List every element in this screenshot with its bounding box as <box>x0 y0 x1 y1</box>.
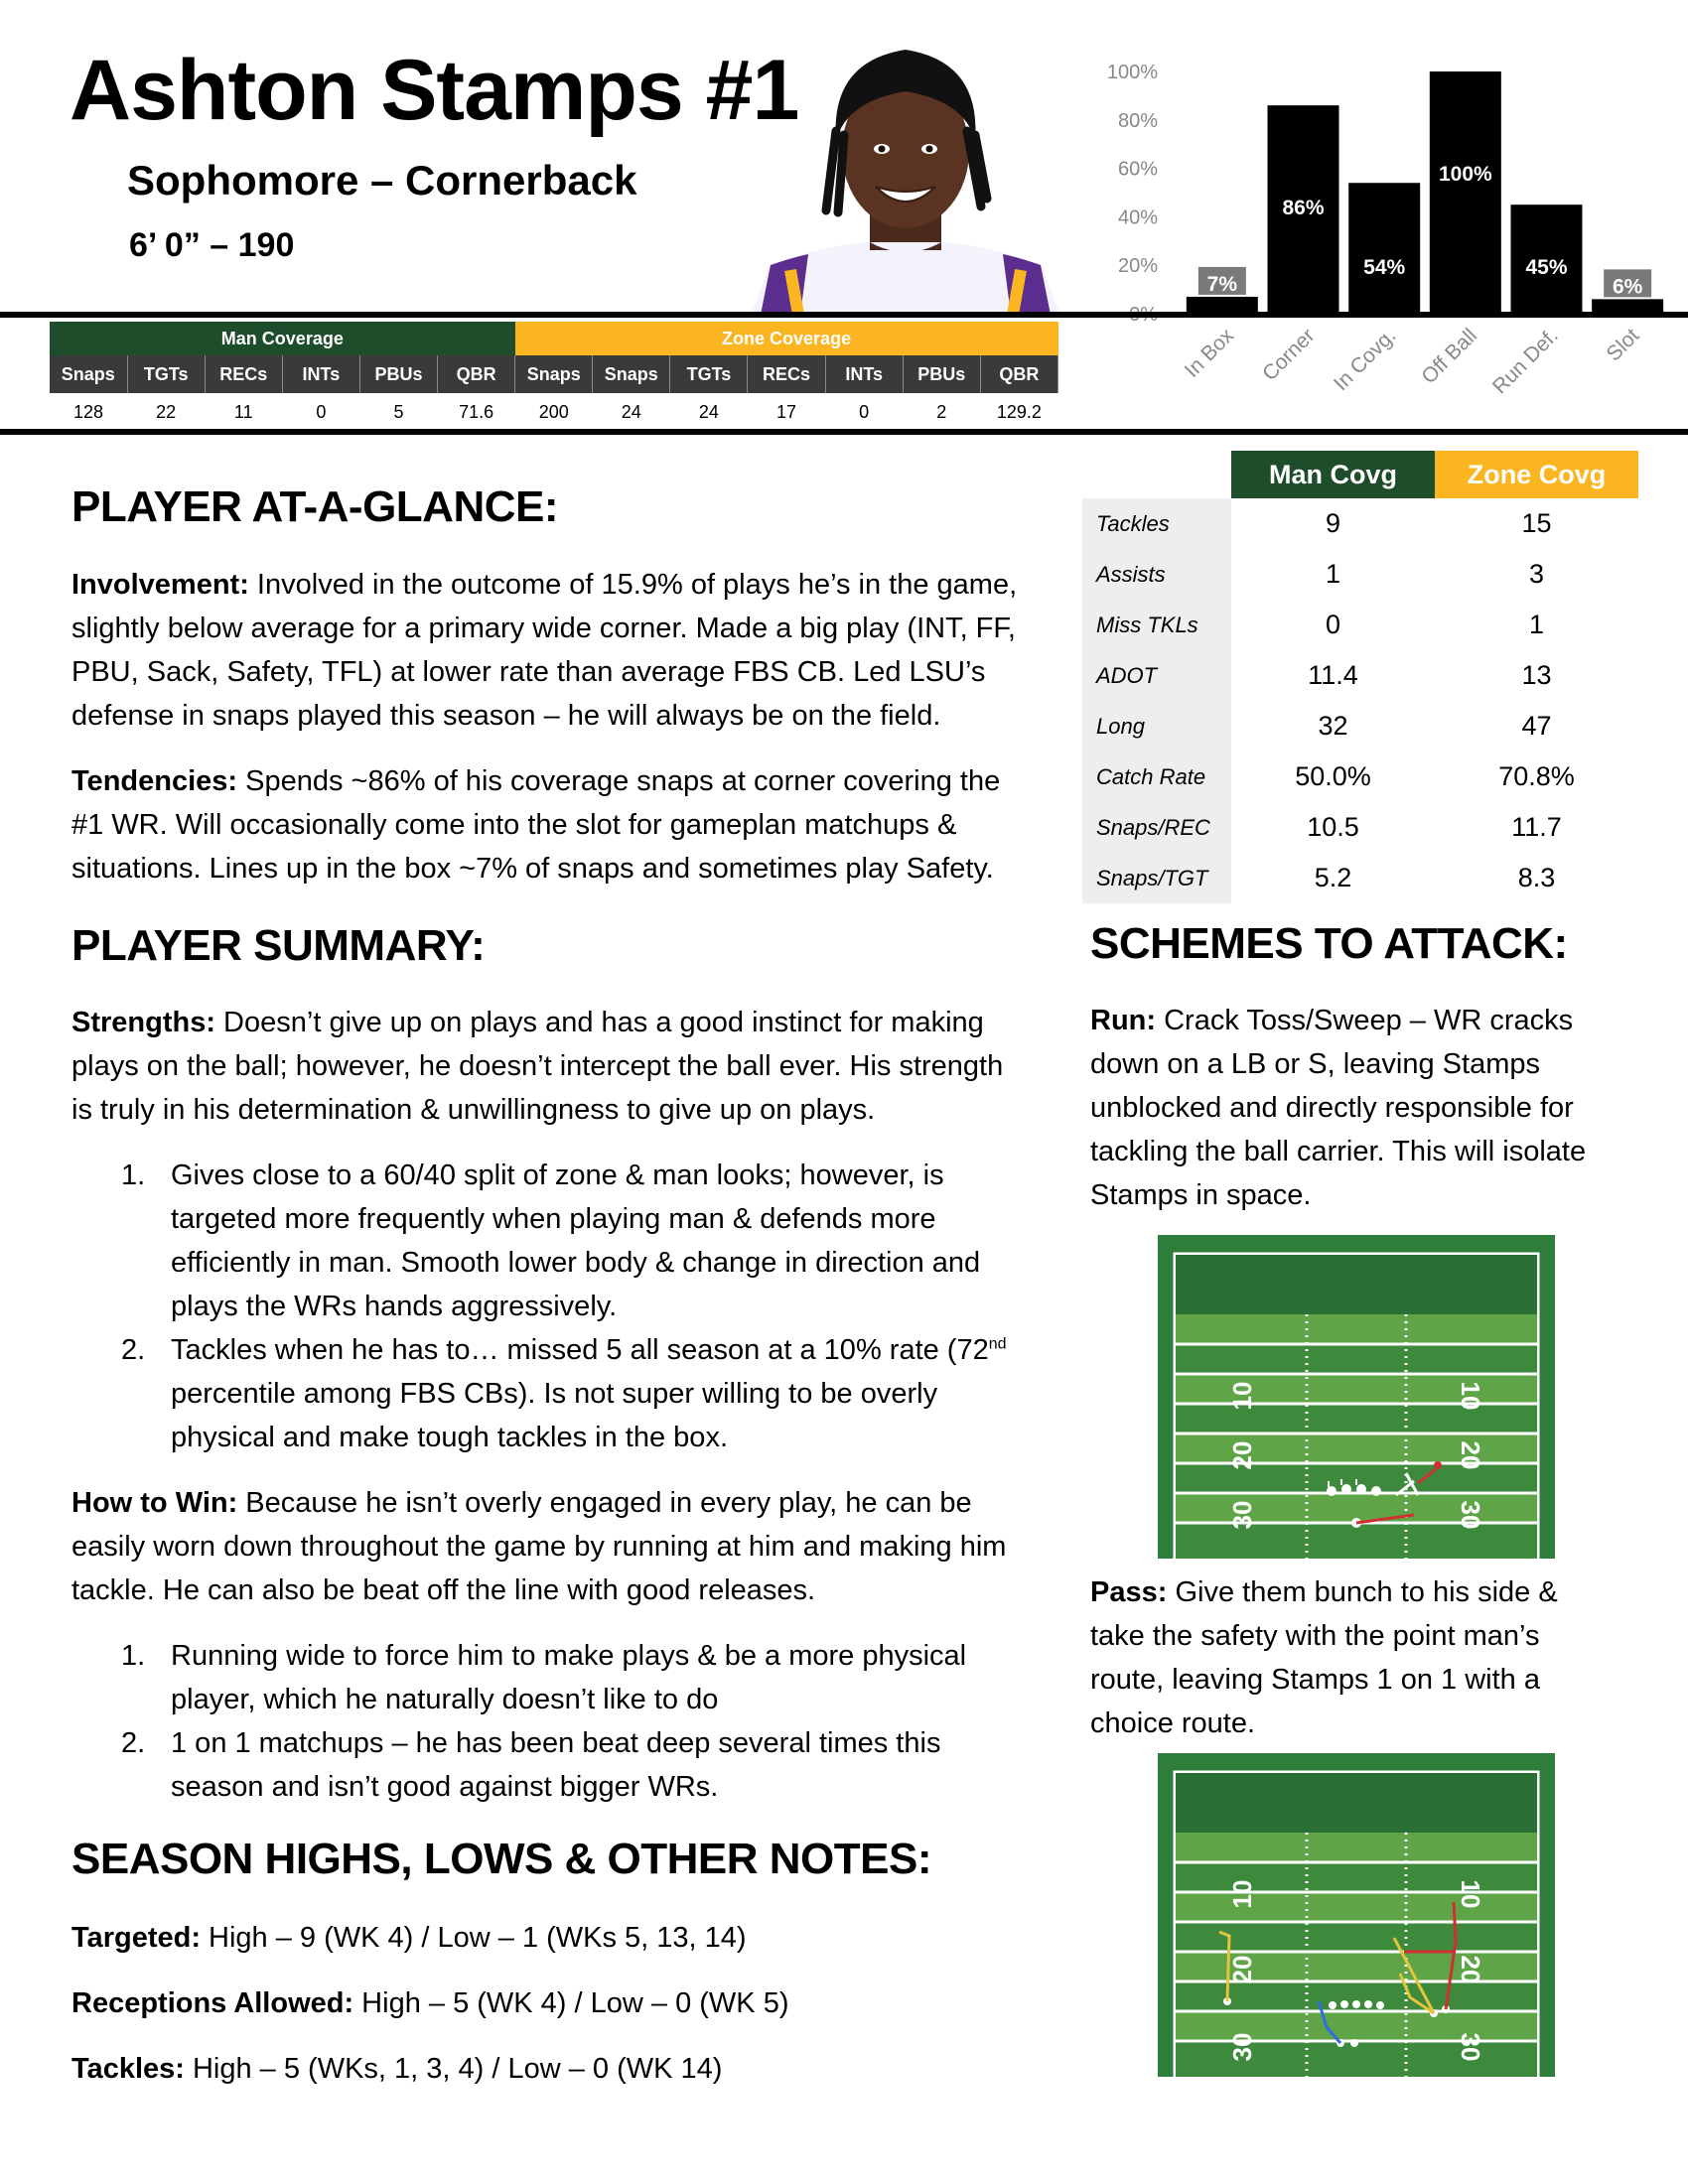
text-line: player, which he naturally doesn’t like to do <box>171 1684 719 1715</box>
yard-number: 20 <box>1227 1955 1257 1984</box>
row-label: Tackles <box>1082 498 1231 549</box>
yard-number: 10 <box>1456 1879 1485 1909</box>
man-value: 32 <box>1318 711 1348 741</box>
text-line: 1 on 1 matchups – he has been beat deep several times this <box>171 1727 941 1759</box>
schemes-heading: SCHEMES TO ATTACK: <box>1090 919 1568 968</box>
man-value: 1 <box>1325 559 1341 589</box>
snap-alignment-bar-chart <box>1082 50 1678 447</box>
table-row <box>1082 853 1638 903</box>
text-line: choice route. <box>1090 1707 1256 1739</box>
how-to-win-label: How to Win: <box>71 1487 238 1519</box>
strengths-paragraph <box>71 1001 1055 1132</box>
text-line: unblocked and directly responsible for <box>1090 1092 1574 1124</box>
pass-scheme-paragraph <box>1090 1570 1666 1745</box>
text-line: defense in snaps played this season – he will always be on the field. <box>71 700 941 732</box>
text-line: route, leaving Stamps 1 on 1 with a <box>1090 1664 1540 1696</box>
text-line: Crack Toss/Sweep – WR cracks <box>1156 1005 1574 1036</box>
note-tackles <box>71 2047 722 2091</box>
player-name: Ashton Stamps #1 <box>70 43 799 138</box>
row-label: Snaps/TGT <box>1082 853 1231 903</box>
run-play-diagram <box>1158 1235 1555 1559</box>
man-value: 5.2 <box>1314 863 1352 892</box>
yard-number: 30 <box>1227 2032 1257 2062</box>
table-row <box>1082 498 1638 549</box>
notes-heading: SEASON HIGHS, LOWS & OTHER NOTES: <box>71 1835 931 1883</box>
table-row <box>1082 549 1638 600</box>
zone-value: 3 <box>1528 559 1545 589</box>
zone-value: 70.8% <box>1498 761 1575 791</box>
col-header: TGTs <box>670 355 748 393</box>
col-header: PBUs <box>903 355 980 393</box>
text-line: physical and make tough tackles in the box. <box>171 1422 728 1453</box>
man-coverage-header: Man Coverage <box>50 322 515 355</box>
man-covg-header: Man Covg <box>1231 451 1435 498</box>
text-line: slightly below average for a primary wide corner. Made a big play (INT, FF, <box>71 613 1016 644</box>
text-line: Involved in the outcome of 15.9% of plays he’s in the game, <box>248 569 1018 601</box>
row-label: Miss TKLs <box>1082 600 1231 650</box>
text-line: plays the WRs hands aggressively. <box>171 1291 618 1322</box>
col-header: TGTs <box>127 355 205 393</box>
text-line: season and isn’t good against bigger WRs. <box>171 1771 719 1803</box>
cell: 24 <box>698 401 719 422</box>
man-zone-stats-table <box>1082 451 1638 903</box>
tendencies-paragraph <box>71 759 1055 890</box>
zone-value: 15 <box>1521 508 1552 538</box>
cell: 11 <box>233 401 253 422</box>
table-row <box>1082 650 1638 701</box>
list-item <box>71 1721 1055 1809</box>
man-value: 50.0% <box>1295 761 1371 791</box>
col-header: Snaps <box>50 355 127 393</box>
text-line: Doesn’t give up on plays and has a good instinct for making <box>215 1007 984 1038</box>
bar-value-label: 7% <box>1206 272 1238 296</box>
row-label: Catch Rate <box>1082 751 1231 802</box>
text-line: Tackles when he has to… missed 5 all season at a 10% rate (72 <box>171 1334 989 1366</box>
player-height-weight: 6’ 0” – 190 <box>129 226 295 264</box>
list-item <box>71 1154 1055 1328</box>
bar <box>1430 71 1501 314</box>
note-text: High – 5 (WK 4) / Low – 0 (WK 5) <box>353 1987 789 2019</box>
cell: 22 <box>156 401 177 422</box>
col-header: INTs <box>825 355 903 393</box>
blank-corner <box>1082 451 1231 498</box>
text-line: Running wide to force him to make plays & be a more physical <box>171 1640 967 1672</box>
row-label: Long <box>1082 701 1231 751</box>
text-line: Give them bunch to his side & <box>1167 1576 1558 1608</box>
pass-play-diagram <box>1158 1753 1555 2077</box>
cell: 200 <box>538 401 569 422</box>
y-tick-label: 40% <box>1117 206 1158 229</box>
bar-value-label: 45% <box>1525 256 1568 279</box>
cell: 71.6 <box>459 401 494 422</box>
summary-heading: PLAYER SUMMARY: <box>71 921 486 970</box>
cell: 129.2 <box>996 401 1042 422</box>
note-receptions <box>71 1981 788 2025</box>
zone-coverage-header: Zone Coverage <box>515 322 1058 355</box>
cell: 24 <box>621 401 641 422</box>
cell: 0 <box>859 401 870 422</box>
text-line: Gives close to a 60/40 split of zone & man looks; however, is <box>171 1160 944 1191</box>
zone-covg-header: Zone Covg <box>1435 451 1638 498</box>
involvement-paragraph <box>71 563 1055 738</box>
list-number: 1. <box>121 1160 146 1191</box>
text-line: Because he isn’t overly engaged in every play, he can be <box>237 1487 972 1519</box>
list-number: 2. <box>121 1727 146 1759</box>
coverage-column-headers <box>50 355 1058 393</box>
run-scheme-paragraph <box>1090 999 1666 1217</box>
y-tick-label: 20% <box>1117 255 1158 278</box>
yard-number: 30 <box>1227 1500 1257 1530</box>
zone-value: 1 <box>1528 610 1545 639</box>
list-number: 1. <box>121 1640 146 1672</box>
note-text: High – 5 (WKs, 1, 3, 4) / Low – 0 (WK 14) <box>184 2053 723 2085</box>
cell: 128 <box>73 401 104 422</box>
text-line: plays on the ball; however, he doesn’t intercept the ball ever. His strength <box>71 1050 1004 1082</box>
yard-number: 10 <box>1227 1381 1257 1411</box>
x-tick-label: In Covg. <box>1329 324 1401 396</box>
text-line: percentile among FBS CBs). Is not super willing to be overly <box>171 1378 938 1410</box>
table-row <box>1082 751 1638 802</box>
text-line: is truly in his determination & unwillingness to give up on plays. <box>71 1094 876 1126</box>
coverage-stats-table <box>50 322 1058 431</box>
zone-value: 47 <box>1521 711 1552 741</box>
x-tick-label: Slot <box>1602 324 1644 366</box>
x-tick-label: Off Ball <box>1417 324 1482 389</box>
text-line: easily worn down throughout the game by running at him and making him <box>71 1531 1007 1563</box>
y-tick-label: 60% <box>1117 158 1158 181</box>
col-header: RECs <box>205 355 282 393</box>
tendencies-label: Tendencies: <box>71 765 238 797</box>
how-to-win-list <box>71 1634 1055 1809</box>
man-value: 0 <box>1325 610 1341 639</box>
text-line: situations. Lines up in the box ~7% of snaps and sometimes play Safety. <box>71 853 994 885</box>
text-line: take the safety with the point man’s <box>1090 1620 1540 1652</box>
row-label: Assists <box>1082 549 1231 600</box>
yard-number: 30 <box>1456 1500 1485 1530</box>
strengths-label: Strengths: <box>71 1007 215 1038</box>
cell: 0 <box>316 401 327 422</box>
text-line: targeted more frequently when playing man & defends more <box>171 1203 936 1235</box>
text-line: Spends ~86% of his coverage snaps at corner covering the <box>237 765 1001 797</box>
yard-number: 20 <box>1227 1440 1257 1470</box>
yard-number: 10 <box>1227 1879 1257 1909</box>
row-label: Snaps/REC <box>1082 802 1231 853</box>
note-text: High – 9 (WK 4) / Low – 1 (WKs 5, 13, 14) <box>200 1922 747 1954</box>
list-number: 2. <box>121 1334 146 1366</box>
table-row <box>1082 701 1638 751</box>
text-line: tackle. He can also be beat off the line with good releases. <box>71 1574 816 1606</box>
note-label: Tackles: <box>71 2053 185 2085</box>
bar-value-label: 100% <box>1438 163 1492 186</box>
superscript: nd <box>988 1335 1007 1353</box>
yard-number: 10 <box>1456 1381 1485 1411</box>
note-targeted <box>71 1916 747 1960</box>
table-row <box>1082 600 1638 650</box>
bar <box>1348 183 1420 314</box>
man-value: 9 <box>1325 508 1341 538</box>
x-tick-label: Run Def. <box>1487 324 1563 399</box>
bar-value-label: 86% <box>1282 197 1325 220</box>
strengths-list <box>71 1154 1055 1459</box>
text-line: PBU, Sack, Safety, TFL) at lower rate than average FBS CB. Led LSU’s <box>71 656 986 688</box>
zone-value: 8.3 <box>1517 863 1556 892</box>
cell: 5 <box>393 401 404 422</box>
y-tick-label: 100% <box>1106 62 1158 83</box>
text-line: Stamps in space. <box>1090 1179 1312 1211</box>
player-photo <box>731 32 1080 315</box>
col-header: Snaps <box>593 355 670 393</box>
col-header: Snaps <box>515 355 593 393</box>
list-item <box>71 1634 1055 1721</box>
text-line: tackling the ball carrier. This will isolate <box>1090 1136 1587 1167</box>
x-tick-label: In Box <box>1180 324 1239 382</box>
man-value: 10.5 <box>1307 812 1359 842</box>
bar-value-label: 6% <box>1612 275 1643 299</box>
col-header: INTs <box>282 355 359 393</box>
list-item <box>71 1328 1055 1459</box>
col-header: PBUs <box>359 355 437 393</box>
row-label: ADOT <box>1082 650 1231 701</box>
note-label: Targeted: <box>71 1922 201 1954</box>
man-value: 11.4 <box>1308 660 1358 690</box>
glance-heading: PLAYER AT-A-GLANCE: <box>71 482 558 531</box>
text-line: #1 WR. Will occasionally come into the slot for gameplan matchups & <box>71 809 957 841</box>
cell: 17 <box>776 401 797 422</box>
table-row <box>1082 802 1638 853</box>
note-label: Receptions Allowed: <box>71 1987 354 2019</box>
col-header: QBR <box>438 355 515 393</box>
yard-number: 30 <box>1456 2032 1485 2062</box>
run-label: Run: <box>1090 1005 1157 1036</box>
coverage-values-row <box>50 393 1058 431</box>
involvement-label: Involvement: <box>71 569 249 601</box>
zone-value: 11.7 <box>1511 812 1562 842</box>
how-to-win-paragraph <box>71 1481 1055 1612</box>
player-position: Sophomore – Cornerback <box>127 157 637 204</box>
col-header: QBR <box>980 355 1057 393</box>
y-tick-label: 80% <box>1117 109 1158 132</box>
yard-number: 20 <box>1456 1440 1485 1470</box>
bar-value-label: 54% <box>1363 256 1406 279</box>
text-line: down on a LB or S, leaving Stamps <box>1090 1048 1540 1080</box>
text-line: efficiently in man. Smooth lower body & change in direction and <box>171 1247 981 1279</box>
col-header: RECs <box>748 355 825 393</box>
pass-label: Pass: <box>1090 1576 1168 1608</box>
cell: 2 <box>936 401 947 422</box>
zone-value: 13 <box>1521 660 1552 690</box>
yard-number: 20 <box>1456 1955 1485 1984</box>
x-tick-label: Corner <box>1258 324 1320 386</box>
header-divider-top <box>0 312 1688 318</box>
